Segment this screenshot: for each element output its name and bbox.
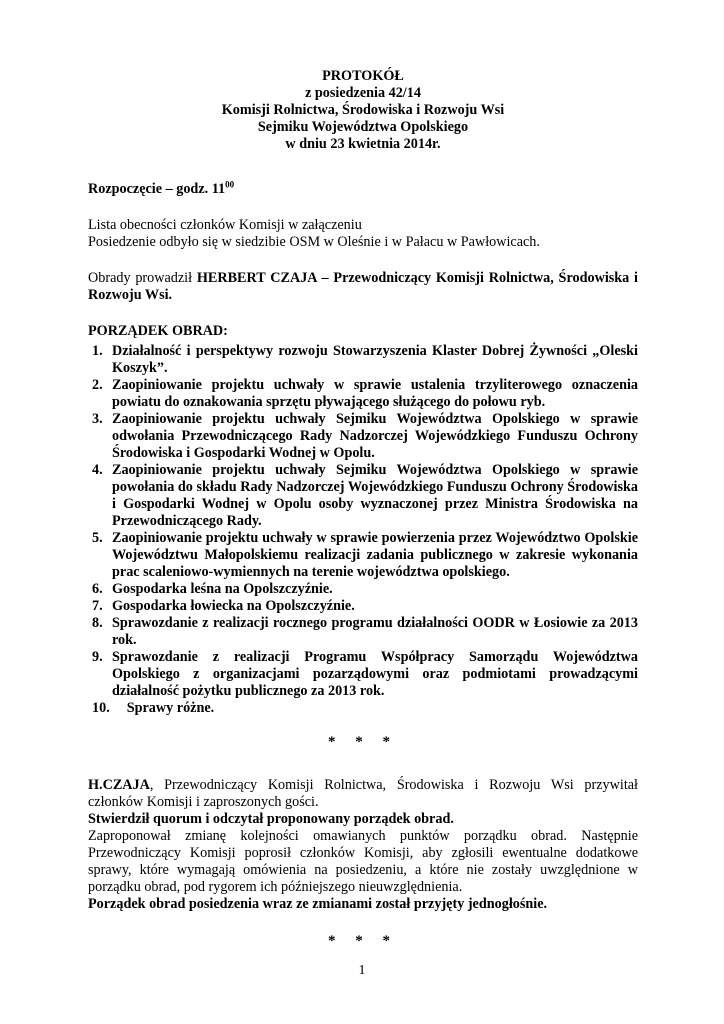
agenda-item (88, 581, 638, 598)
agenda-item-number: 9. (92, 649, 103, 665)
attendance-note: Lista obecności członków Komisji w załączeniu (88, 217, 362, 233)
agenda-approval: Porządek obrad posiedzenia wraz ze zmianami został przyjęty jednogłośnie. (88, 896, 548, 912)
agenda-item-number: 4. (92, 462, 103, 478)
agenda-item-number: 10. (92, 700, 110, 716)
meeting-number: z posiedzenia 42/14 (305, 85, 421, 101)
agenda-item-number: 3. (92, 411, 103, 427)
section-separator: * * * (328, 734, 398, 750)
agenda-item-text: Sprawozdanie z realizacji rocznego programu działalności OODR w Łosiowie za 2013 rok. (112, 615, 638, 648)
document-page (88, 68, 638, 950)
quorum-statement: Stwierdził quorum i odczytał proponowany porządek obrad. (88, 811, 454, 827)
agenda-item (88, 377, 638, 411)
committee-name: Komisji Rolnictwa, Środowiska i Rozwoju Wsi (221, 102, 505, 118)
agenda-item (88, 530, 638, 581)
speaker-name: H.CZAJA (88, 777, 150, 793)
start-time-minutes: 00 (225, 179, 235, 190)
agenda-item-text: Gospodarka łowiecka na Opolszczyźnie. (112, 598, 355, 614)
agenda-heading: PORZĄDEK OBRAD: (88, 323, 228, 339)
document-header (88, 68, 638, 153)
agenda-item-text: Zaopiniowanie projektu uchwały Sejmiku Województwa Opolskiego w sprawie powołania do składu Rady Nadzorczej Wojewódzkiego Funduszu Ochrony Środowiska i Gospodarki Wodnej w Opolu osoby wyznaczonej przez Ministra Środowiska na Przewodniczącego Rady. (112, 462, 638, 529)
start-time (88, 181, 638, 198)
agenda-item (88, 462, 638, 530)
agenda-item (92, 700, 638, 717)
welcome-paragraph (88, 777, 638, 811)
agenda-item (88, 411, 638, 462)
agenda-item-number: 8. (92, 615, 103, 631)
chair-prefix: Obrady prowadził (88, 270, 197, 286)
agenda-item-text: Sprawy różne. (126, 700, 215, 716)
agenda-item (88, 343, 638, 377)
chair-paragraph (88, 270, 638, 304)
agenda-item-text: Działalność i perspektywy rozwoju Stowarzyszenia Klaster Dobrej Żywności „Oleski Koszyk”. (112, 343, 638, 376)
chair-name: HERBERT CZAJA (196, 270, 317, 286)
agenda-item-number: 2. (92, 377, 103, 393)
assembly-name: Sejmiku Województwa Opolskiego (257, 119, 469, 135)
agenda-item-text: Zaopiniowanie projektu uchwały w sprawie ustalenia trzyliterowego oznaczenia powiatu do oznakowania sprzętu pływającego służącego do połowu ryb. (112, 377, 638, 410)
document-title: PROTOKÓŁ (322, 68, 404, 84)
agenda-item-number: 5. (92, 530, 103, 546)
agenda-item (88, 649, 638, 700)
agenda-item-text: Zaopiniowanie projektu uchwały w sprawie powierzenia przez Województwo Opolskie Województwu Małopolskiemu realizacji zadania publicznego w zakresie wykonania prac scaleniowo-wymiennych na terenie województwa opolskiego. (112, 530, 638, 580)
agenda-item (88, 615, 638, 649)
welcome-text: , Przewodniczący Komisji Rolnictwa, Środowiska i Rozwoju Wsi przywitał członków Komisji i zaproszonych gości. (88, 777, 638, 810)
agenda-item (88, 598, 638, 615)
meeting-date: w dniu 23 kwietnia 2014r. (285, 136, 441, 152)
start-time-label: Rozpoczęcie – godz. 11 (88, 181, 226, 197)
page-number: 1 (358, 963, 366, 978)
agenda-item-number: 1. (92, 343, 103, 359)
section-separator-bottom: * * * (328, 933, 398, 949)
meeting-location: Posiedzenie odbyło się w siedzibie OSM w Oleśnie i w Pałacu w Pawłowicach. (88, 234, 540, 250)
agenda-item-number: 7. (92, 598, 103, 614)
agenda-change-paragraph: Zaproponował zmianę kolejności omawianych punktów porządku obrad. Następnie Przewodniczący Komisji poprosił członków Komisji, aby zgłosili ewentualne dodatkowe sprawy, które wymagają omówienia na posiedzeniu, a które nie zostały uwzględnione w porządku obrad, pod rygorem ich późniejszego nieuwzględnienia. (88, 828, 638, 895)
agenda-item-number: 6. (92, 581, 103, 597)
chair-role: – Przewodniczący Komisji Rolnictwa, Środowiska i Rozwoju Wsi. (88, 270, 638, 303)
agenda-list (88, 343, 638, 717)
agenda-item-text: Zaopiniowanie projektu uchwały Sejmiku Województwa Opolskiego w sprawie odwołania Przewodniczącego Rady Nadzorczej Wojewódzkiego Funduszu Ochrony Środowiska i Gospodarki Wodnej w Opolu. (112, 411, 638, 461)
agenda-item-text: Gospodarka leśna na Opolszczyźnie. (112, 581, 333, 597)
agenda-item-text: Sprawozdanie z realizacji Programu Współpracy Samorządu Województwa Opolskiego z organizacjami pozarządowymi oraz podmiotami prowadzącymi działalność pożytku publicznego za 2013 rok. (112, 649, 638, 699)
